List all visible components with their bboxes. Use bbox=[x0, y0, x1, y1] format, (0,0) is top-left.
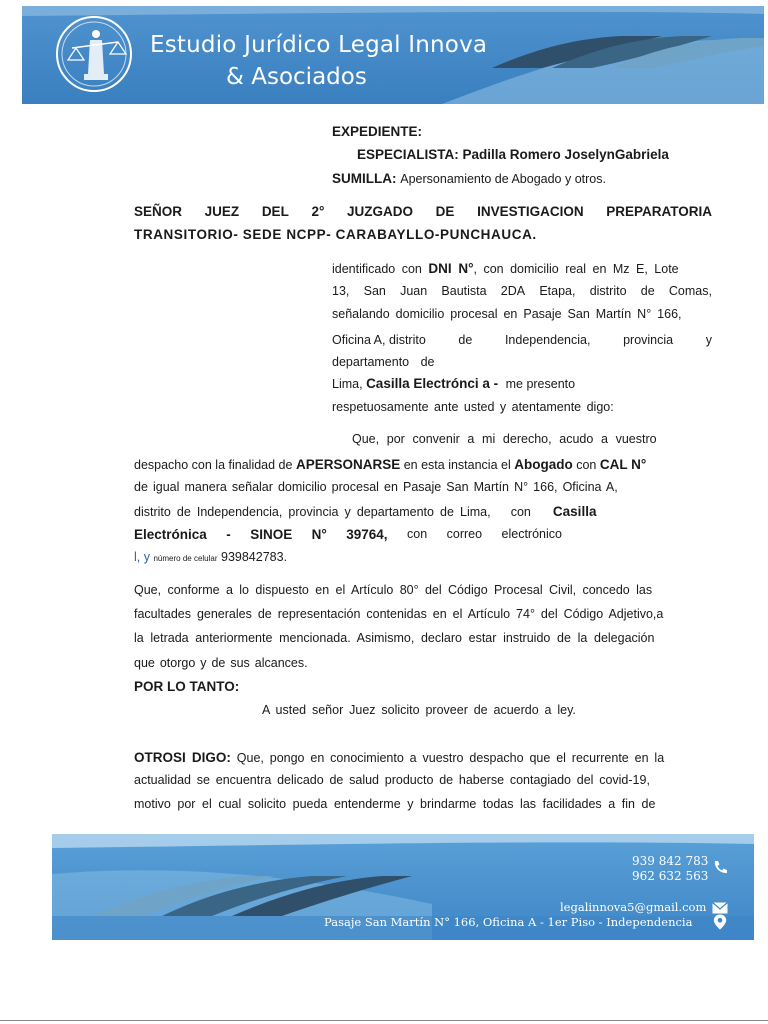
para2-line2: facultades generales de representación contenidas en el Artículo 74° del Código Adjetivo,a bbox=[134, 607, 664, 621]
addressee-word: DE bbox=[435, 204, 455, 219]
footer-banner bbox=[52, 834, 754, 940]
cal-label: CAL N° bbox=[599, 457, 647, 472]
intro-word: Juan bbox=[400, 284, 428, 298]
intro-line5: departamento de bbox=[332, 355, 435, 369]
por-lo-tanto-text: A usted señor Juez solicito proveer de acuerdo a ley. bbox=[262, 703, 576, 717]
por-lo-tanto-label: POR LO TANTO: bbox=[134, 679, 240, 694]
sumilla-label: SUMILLA: bbox=[332, 171, 397, 186]
otrosi-line3: motivo por el cual solicito pueda entenderme y brindarme todas las facilidades a fin de bbox=[134, 797, 656, 811]
para1-line3: de igual manera señalar domicilio procesal en Pasaje San Martín N° 166, Oficina A, bbox=[134, 480, 618, 494]
sinoe-number: 39764, bbox=[346, 527, 388, 542]
para1-line6 bbox=[134, 550, 287, 564]
especialista-line bbox=[357, 147, 669, 162]
addressee-word: SEÑOR bbox=[134, 204, 183, 219]
para-text: despacho con la finalidad de bbox=[134, 458, 293, 472]
para-word: electrónico bbox=[501, 527, 562, 541]
otrosi-label: OTROSI DIGO: bbox=[134, 750, 231, 765]
intro-word: y bbox=[705, 333, 712, 347]
para-word: SINOE bbox=[250, 527, 293, 542]
intro-word: de bbox=[458, 333, 473, 347]
addressee-line2: TRANSITORIO- SEDE NCPP- CARABAYLLO-PUNCHAUCA. bbox=[134, 227, 537, 242]
intro-text: identificado con bbox=[332, 262, 422, 276]
footer-phone1: 939 842 783 bbox=[632, 854, 709, 868]
phone-icon bbox=[712, 859, 728, 875]
intro-word: Oficina A, distrito bbox=[332, 333, 426, 347]
footer-address: Pasaje San Martín N° 166, Oficina A - 1er Piso - Independencia bbox=[324, 915, 693, 929]
especialista-name: Padilla Romero JoselynGabriela bbox=[462, 147, 669, 162]
para-word: - bbox=[226, 527, 231, 542]
letterhead-banner bbox=[22, 6, 764, 104]
para1-line5 bbox=[134, 527, 562, 542]
firm-name-line1: Estudio Jurídico Legal Innova bbox=[150, 32, 488, 58]
intro-word: Independencia, bbox=[504, 333, 591, 347]
celular-number: 939842783. bbox=[221, 550, 288, 564]
otrosi-line2: actualidad se encuentra delicado de salud producto de haberse contagiado del covid-19, bbox=[134, 773, 650, 787]
casilla-label: Casilla Electrónci a - bbox=[366, 376, 499, 391]
sumilla-text: Apersonamiento de Abogado y otros. bbox=[400, 172, 606, 186]
para-word: con bbox=[407, 527, 428, 541]
intro-word: 2DA bbox=[500, 284, 526, 298]
para1-line1: Que, por convenir a mi derecho, acudo a vuestro bbox=[352, 432, 657, 446]
intro-word: Comas, bbox=[668, 284, 712, 298]
footer-phone2: 962 632 563 bbox=[632, 869, 709, 883]
para1-line4 bbox=[134, 504, 596, 519]
page-edge-line bbox=[0, 1020, 768, 1021]
para-word: N° bbox=[311, 527, 327, 542]
abogado-text: Abogado bbox=[514, 457, 573, 472]
location-pin-icon bbox=[713, 914, 727, 930]
dni-label: DNI N° bbox=[428, 261, 474, 276]
addressee-word: JUZGADO bbox=[347, 204, 414, 219]
otrosi-line1 bbox=[134, 750, 664, 765]
celular-label: número de celular bbox=[153, 554, 218, 563]
para-text: con bbox=[510, 505, 531, 519]
para-word: correo bbox=[446, 527, 483, 541]
intro-line6 bbox=[332, 376, 575, 391]
expediente-label: EXPEDIENTE: bbox=[332, 124, 423, 139]
apersonarse-text: APERSONARSE bbox=[295, 457, 401, 472]
para2-line3: la letrada anteriormente mencionada. Asimismo, declaro estar instruido de la delegación bbox=[134, 631, 655, 645]
addressee-word: DEL bbox=[261, 204, 289, 219]
addressee-line1 bbox=[134, 204, 712, 219]
intro-line1 bbox=[332, 261, 679, 276]
intro-line2 bbox=[332, 284, 712, 298]
footer-email: legalinnova5@gmail.com bbox=[560, 900, 707, 914]
casilla-text: Casilla bbox=[552, 504, 597, 519]
para-text: con bbox=[576, 458, 597, 472]
para2-line4: que otorgo y de sus alcances. bbox=[134, 656, 308, 670]
para1-line2 bbox=[134, 457, 646, 472]
addressee-word: JUEZ bbox=[204, 204, 240, 219]
intro-text: me presento bbox=[505, 377, 576, 391]
para-text: en esta instancia el bbox=[403, 458, 511, 472]
sumilla-line bbox=[332, 171, 606, 186]
justice-scales-logo-icon bbox=[54, 14, 134, 94]
addressee-word: INVESTIGACION bbox=[477, 204, 584, 219]
intro-line7: respetuosamente ante usted y atentamente digo: bbox=[332, 400, 614, 414]
addressee-word: PREPARATORIA bbox=[606, 204, 712, 219]
para-text: distrito de Independencia, provincia y departamento de Lima, bbox=[134, 505, 491, 519]
intro-word: 13, bbox=[332, 284, 350, 298]
especialista-label: ESPECIALISTA: bbox=[357, 147, 459, 162]
intro-word: San bbox=[363, 284, 386, 298]
intro-word: de bbox=[640, 284, 655, 298]
intro-word: Bautista bbox=[441, 284, 487, 298]
intro-text: , con domicilio real en Mz E, Lote bbox=[473, 262, 679, 276]
para-text: l, y bbox=[134, 550, 150, 564]
intro-line3: señalando domicilio procesal en Pasaje San Martín N° 166, bbox=[332, 307, 682, 321]
intro-text: Lima, bbox=[332, 377, 363, 391]
intro-word: distrito bbox=[589, 284, 627, 298]
para-word: Electrónica bbox=[134, 527, 207, 542]
addressee-word: 2° bbox=[311, 204, 325, 219]
mail-icon bbox=[712, 902, 728, 914]
intro-line4 bbox=[332, 333, 712, 347]
intro-word: provincia bbox=[623, 333, 674, 347]
para2-line1: Que, conforme a lo dispuesto en el Artículo 80° del Código Procesal Civil, concedo las bbox=[134, 583, 653, 597]
firm-name-line2: & Asociados bbox=[226, 64, 367, 90]
intro-word: Etapa, bbox=[539, 284, 576, 298]
otrosi-text: Que, pongo en conocimiento a vuestro despacho que el recurrente en la bbox=[236, 751, 665, 765]
